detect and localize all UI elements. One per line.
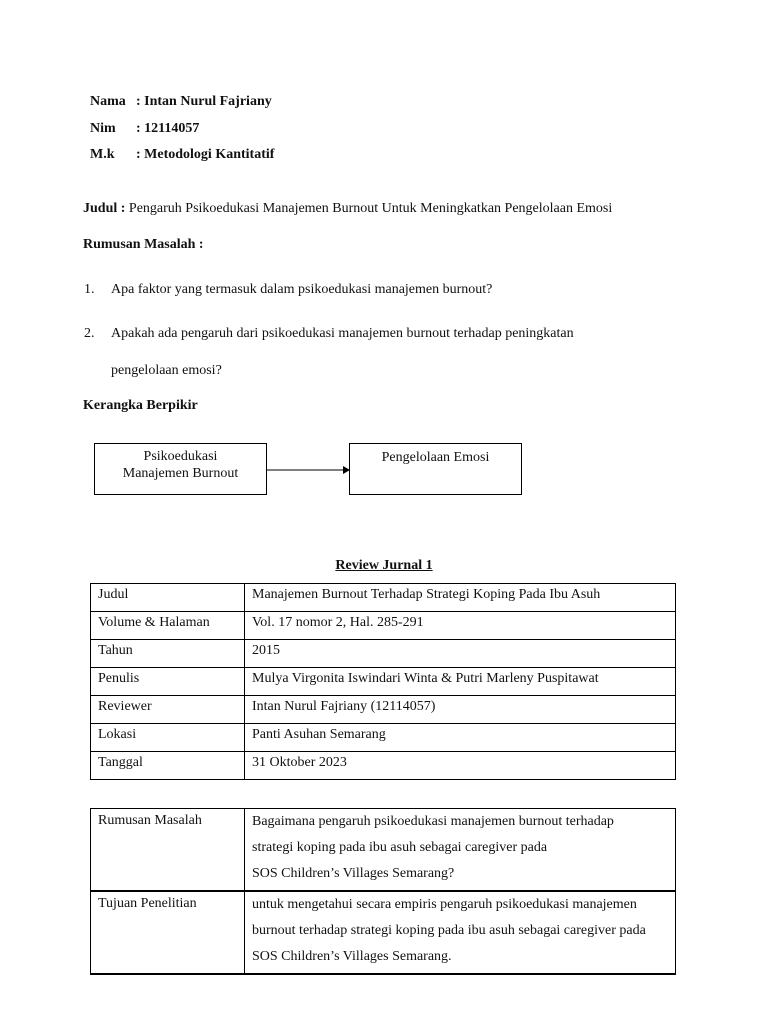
review-cell-value: Vol. 17 nomor 2, Hal. 285-291 bbox=[245, 612, 676, 640]
nim-label: Nim bbox=[90, 121, 116, 136]
table-row bbox=[91, 612, 676, 640]
tujuan-cell-value bbox=[245, 891, 676, 974]
review-cell-label: Penulis bbox=[91, 668, 245, 696]
framework-box-left-line2: Manajemen Burnout bbox=[122, 466, 239, 481]
table-row bbox=[91, 640, 676, 668]
framework-box-left-line1: Psikoedukasi bbox=[143, 449, 218, 464]
mk-label: M.k bbox=[90, 147, 115, 162]
review-cell-label: Judul bbox=[91, 584, 245, 612]
rumusan-item-2-text: Apakah ada pengaruh dari psikoedukasi manajemen burnout terhadap peningkatan bbox=[111, 326, 574, 341]
rumusan-heading: Rumusan Masalah : bbox=[83, 237, 204, 252]
problem-cell-value bbox=[245, 809, 676, 892]
rumusan-line-1: Bagaimana pengaruh psikoedukasi manajemen burnout terhadap bbox=[252, 814, 614, 829]
nim-value: : 12114057 bbox=[136, 121, 200, 136]
framework-arrow bbox=[267, 463, 351, 477]
header-mk-row bbox=[90, 147, 274, 163]
kerangka-heading: Kerangka Berpikir bbox=[83, 398, 198, 413]
tujuan-line-2: burnout terhadap strategi koping pada ibu asuh sebagai caregiver pada bbox=[252, 923, 646, 938]
review-cell-label: Tahun bbox=[91, 640, 245, 668]
table-row bbox=[91, 724, 676, 752]
problem-cell-label: Rumusan Masalah bbox=[91, 809, 245, 892]
review-cell-value: Mulya Virgonita Iswindari Winta & Putri Marleny Puspitawat bbox=[245, 668, 676, 696]
framework-box-pengelolaan bbox=[349, 443, 522, 495]
framework-box-psikoedukasi bbox=[94, 443, 267, 495]
mk-value: : Metodologi Kantitatif bbox=[136, 147, 275, 162]
judul-text: Pengaruh Psikoedukasi Manajemen Burnout Untuk Meningkatkan Pengelolaan Emosi bbox=[125, 201, 613, 216]
review-cell-label: Volume & Halaman bbox=[91, 612, 245, 640]
header-name-row bbox=[90, 94, 272, 110]
rumusan-item-2-text-cont: pengelolaan emosi? bbox=[111, 363, 222, 378]
review-cell-value: Panti Asuhan Semarang bbox=[245, 724, 676, 752]
name-label: Nama bbox=[90, 94, 126, 109]
rumusan-item-1-text: Apa faktor yang termasuk dalam psikoedukasi manajemen burnout? bbox=[111, 282, 493, 297]
table-row bbox=[91, 891, 676, 974]
rumusan-item-1-num: 1. bbox=[84, 282, 95, 297]
table-row bbox=[91, 809, 676, 892]
rumusan-item-2-num: 2. bbox=[84, 326, 95, 341]
header-nim-row bbox=[90, 121, 199, 137]
rumusan-line-2: strategi koping pada ibu asuh sebagai caregiver pada bbox=[252, 840, 548, 855]
name-value: : Intan Nurul Fajriany bbox=[136, 94, 272, 109]
review-title-wrap bbox=[0, 558, 768, 574]
review-cell-label: Reviewer bbox=[91, 696, 245, 724]
tujuan-cell-label: Tujuan Penelitian bbox=[91, 891, 245, 974]
review-cell-value: 31 Oktober 2023 bbox=[245, 752, 676, 780]
review-title: Review Jurnal 1 bbox=[335, 558, 433, 573]
table-row bbox=[91, 584, 676, 612]
problem-table bbox=[90, 808, 676, 975]
review-cell-value: 2015 bbox=[245, 640, 676, 668]
table-row bbox=[91, 668, 676, 696]
table-row bbox=[91, 752, 676, 780]
framework-box-right-label: Pengelolaan Emosi bbox=[381, 450, 490, 465]
rumusan-line-3: SOS Children’s Villages Semarang? bbox=[252, 866, 455, 881]
review-cell-value: Intan Nurul Fajriany (12114057) bbox=[245, 696, 676, 724]
judul-label: Judul : bbox=[83, 201, 126, 216]
judul-line bbox=[83, 201, 612, 217]
review-cell-value: Manajemen Burnout Terhadap Strategi Koping Pada Ibu Asuh bbox=[245, 584, 676, 612]
review-table bbox=[90, 583, 676, 780]
tujuan-line-3: SOS Children’s Villages Semarang. bbox=[252, 949, 452, 964]
tujuan-line-1: untuk mengetahui secara empiris pengaruh psikoedukasi manajemen bbox=[252, 897, 637, 912]
table-row bbox=[91, 696, 676, 724]
review-cell-label: Tanggal bbox=[91, 752, 245, 780]
review-cell-label: Lokasi bbox=[91, 724, 245, 752]
